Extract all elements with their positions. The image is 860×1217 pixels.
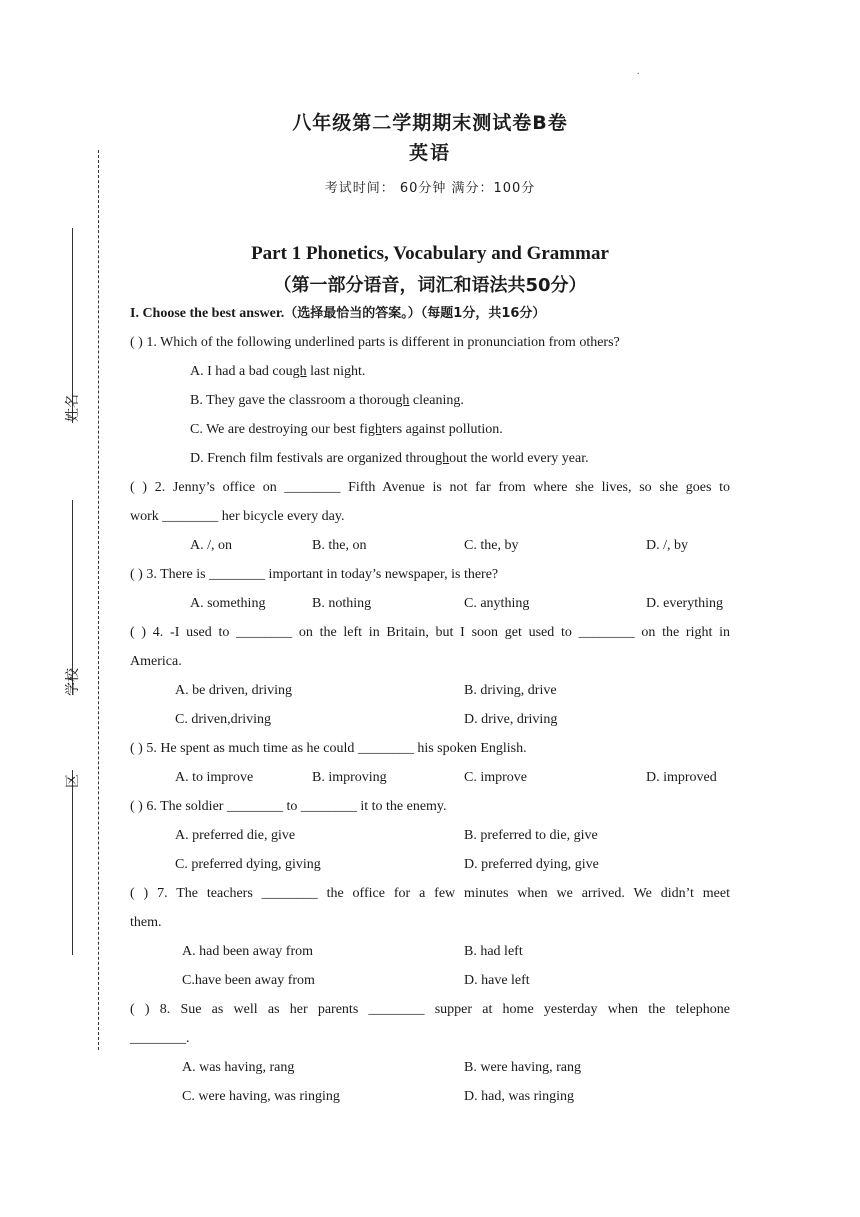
q1-option-c: C. We are destroying our best fighters against pollution. (190, 422, 503, 437)
section-note: （选择最恰当的答案。）（每题1分，共16分） (284, 306, 546, 321)
school-label: 学校 (65, 668, 81, 696)
corner-dot: . (637, 66, 640, 77)
question-2-stem-cont: work ________ her bicycle every day. (130, 509, 345, 524)
question-7-stem: ( ) 7. The teachers ________ the office for a few minutes when we arrived. We didn’t meet (130, 886, 730, 901)
question-4-stem-cont: America. (130, 654, 182, 669)
q6-option-a: A. preferred die, give (175, 828, 296, 843)
question-4-stem: ( ) 4. -I used to ________ on the left in Britain, but I soon get used to ________ on the right in (130, 625, 730, 640)
q7-option-b: B. had left (464, 944, 523, 959)
question-3-stem: ( ) 3. There is ________ important in today’s newspaper, is there? (130, 567, 499, 582)
q6-option-c: C. preferred dying, giving (175, 857, 321, 872)
exam-title: 八年级第二学期期末测试卷B卷 (292, 112, 568, 134)
q8-option-b: B. were having, rang (464, 1060, 582, 1075)
q3-option-d: D. everything (646, 596, 723, 611)
q1-option-a: A. I had a bad cough last night. (190, 364, 366, 379)
q5-option-b: B. improving (312, 770, 387, 785)
q2-option-d: D. /, by (646, 538, 688, 553)
q2-option-a: A. /, on (190, 538, 232, 553)
district-fill-line (72, 770, 73, 955)
question-2-stem: ( ) 2. Jenny’s office on ________ Fifth Avenue is not far from where she lives, so she goes to (130, 480, 730, 495)
section-heading (130, 305, 545, 323)
part-title: Part 1 Phonetics, Vocabulary and Grammar (251, 243, 609, 264)
section-label: I. Choose the best answer. (130, 306, 285, 321)
question-7-stem-cont: them. (130, 915, 162, 930)
q4-option-d: D. drive, driving (464, 712, 558, 727)
q8-option-a: A. was having, rang (182, 1060, 295, 1075)
question-8-stem-cont: ________. (130, 1031, 190, 1046)
q5-option-a: A. to improve (175, 770, 254, 785)
q5-option-d: D. improved (646, 770, 717, 785)
q1-option-b: B. They gave the classroom a thorough cleaning. (190, 393, 464, 408)
q2-option-c: C. the, by (464, 538, 519, 553)
q1-a-underline: gh (292, 364, 307, 379)
q6-option-b: B. preferred to die, give (464, 828, 598, 843)
q1-c-underline: gh (367, 422, 382, 437)
q3-option-c: C. anything (464, 596, 530, 611)
q6-option-d: D. preferred dying, give (464, 857, 599, 872)
q4-option-a: A. be driven, driving (175, 683, 293, 698)
question-8-stem: ( ) 8. Sue as well as her parents ________ supper at home yesterday when the telephone (130, 1002, 730, 1017)
q3-option-a: A. something (190, 596, 266, 611)
question-6-stem: ( ) 6. The soldier ________ to ________ it to the enemy. (130, 799, 447, 814)
district-label: 区 (65, 774, 81, 788)
q3-option-b: B. nothing (312, 596, 372, 611)
q8-option-c: C. were having, was ringing (182, 1089, 340, 1104)
q4-option-b: B. driving, drive (464, 683, 557, 698)
q1-b-underline: gh (395, 393, 410, 408)
q4-option-c: C. driven,driving (175, 712, 272, 727)
q5-option-c: C. improve (464, 770, 527, 785)
question-1-stem: ( ) 1. Which of the following underlined parts is different in pronunciation from others? (130, 335, 620, 350)
q2-option-b: B. the, on (312, 538, 367, 553)
name-label: 姓名 (65, 394, 81, 422)
exam-info: 考试时间： 60分钟 满分：100分 (324, 181, 536, 196)
q1-option-d: D. French film festivals are organized throughout the world every year. (190, 451, 589, 466)
exam-subject: 英语 (408, 142, 451, 164)
q7-option-a: A. had been away from (182, 944, 314, 959)
q7-option-d: D. have left (464, 973, 530, 988)
q7-option-c: C.have been away from (182, 973, 315, 988)
q1-d-underline: gh (435, 451, 450, 466)
part-subtitle: （第一部分语音，词汇和语法共50分） (273, 275, 587, 296)
q8-option-d: D. had, was ringing (464, 1089, 575, 1104)
question-5-stem: ( ) 5. He spent as much time as he could ________ his spoken English. (130, 741, 527, 756)
